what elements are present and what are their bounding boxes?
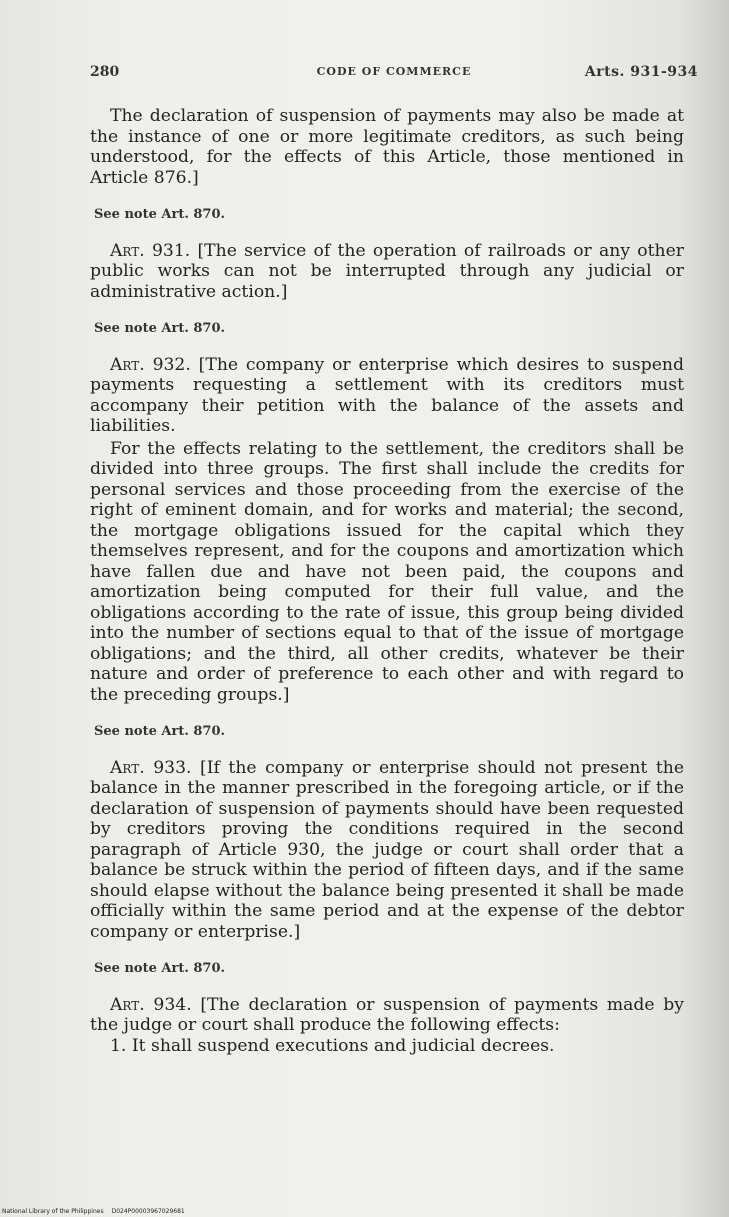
article-934-text: 934. [The declaration or suspension of payments made by the judge or court shall produce the following effects: (90, 994, 684, 1035)
article-933 (90, 758, 684, 943)
article-933-label: Art. (110, 757, 145, 778)
article-934-label: Art. (110, 994, 145, 1015)
article-932-text: 932. [The company or enterprise which desires to suspend payments requesting a settlement with its creditors must accompany their petition with the balance of the assets and liabilities. (90, 354, 684, 436)
article-932-label: Art. (110, 354, 145, 375)
article-930-continuation: The declaration of suspension of payments may also be made at the instance of one or more legitimate creditors, as such being understood, for the effects of this Article, those mentioned in Article 876.] (90, 106, 684, 188)
articles-range: Arts. 931-934 (584, 64, 698, 80)
see-note-4: See note Art. 870. (94, 961, 226, 976)
article-931-text: 931. [The service of the operation of railroads or any other public works can not be interrupted through any judicial or administrative action.] (90, 240, 684, 302)
page-number: 280 (90, 64, 120, 80)
article-934 (90, 995, 684, 1036)
page-body (90, 106, 684, 1056)
see-note-1: See note Art. 870. (94, 207, 226, 222)
article-932 (90, 355, 684, 437)
article-932-paragraph-2: For the effects relating to the settlement, the creditors shall be divided into three groups. The first shall include the credits for personal services and those proceeding from the exercise of the right of eminent domain, and for works and material; the second, the mortgage obligations issued for the capital which they themselves represent, and for the coupons and amortization which have fallen due and have not been paid, the coupons and amortization being computed for their full value, and the obligations according to the rate of issue, this group being divided into the number of sections equal to that of the issue of mortgage obligations; and the third, all other credits, whatever be their nature and order of preference to each other and with regard to the preceding groups.] (90, 438, 684, 705)
article-931 (90, 241, 684, 303)
library-name: National Library of the Philippines (2, 1208, 104, 1215)
article-931-label: Art. (110, 240, 145, 261)
scan-footer (2, 1208, 185, 1215)
page-header (90, 64, 698, 84)
article-934-effects-list (90, 1036, 684, 1057)
list-item: 1. It shall suspend executions and judicial decrees. (110, 1035, 555, 1056)
running-title: CODE OF COMMERCE (316, 65, 472, 78)
article-933-text: 933. [If the company or enterprise should not present the balance in the manner prescribed in the foregoing article, or if the declaration of suspension of payments should have been requested by creditors proving the conditions required in the second paragraph of Article 930, the judge or court shall order that a balance be struck within the period of fifteen days, and if the same should elapse without the balance being presented it shall be made officially within the same period and at the expense of the debtor company or enterprise.] (90, 757, 684, 942)
see-note-2: See note Art. 870. (94, 321, 226, 336)
see-note-3: See note Art. 870. (94, 724, 226, 739)
record-id: D024P00003967029681 (111, 1208, 185, 1215)
